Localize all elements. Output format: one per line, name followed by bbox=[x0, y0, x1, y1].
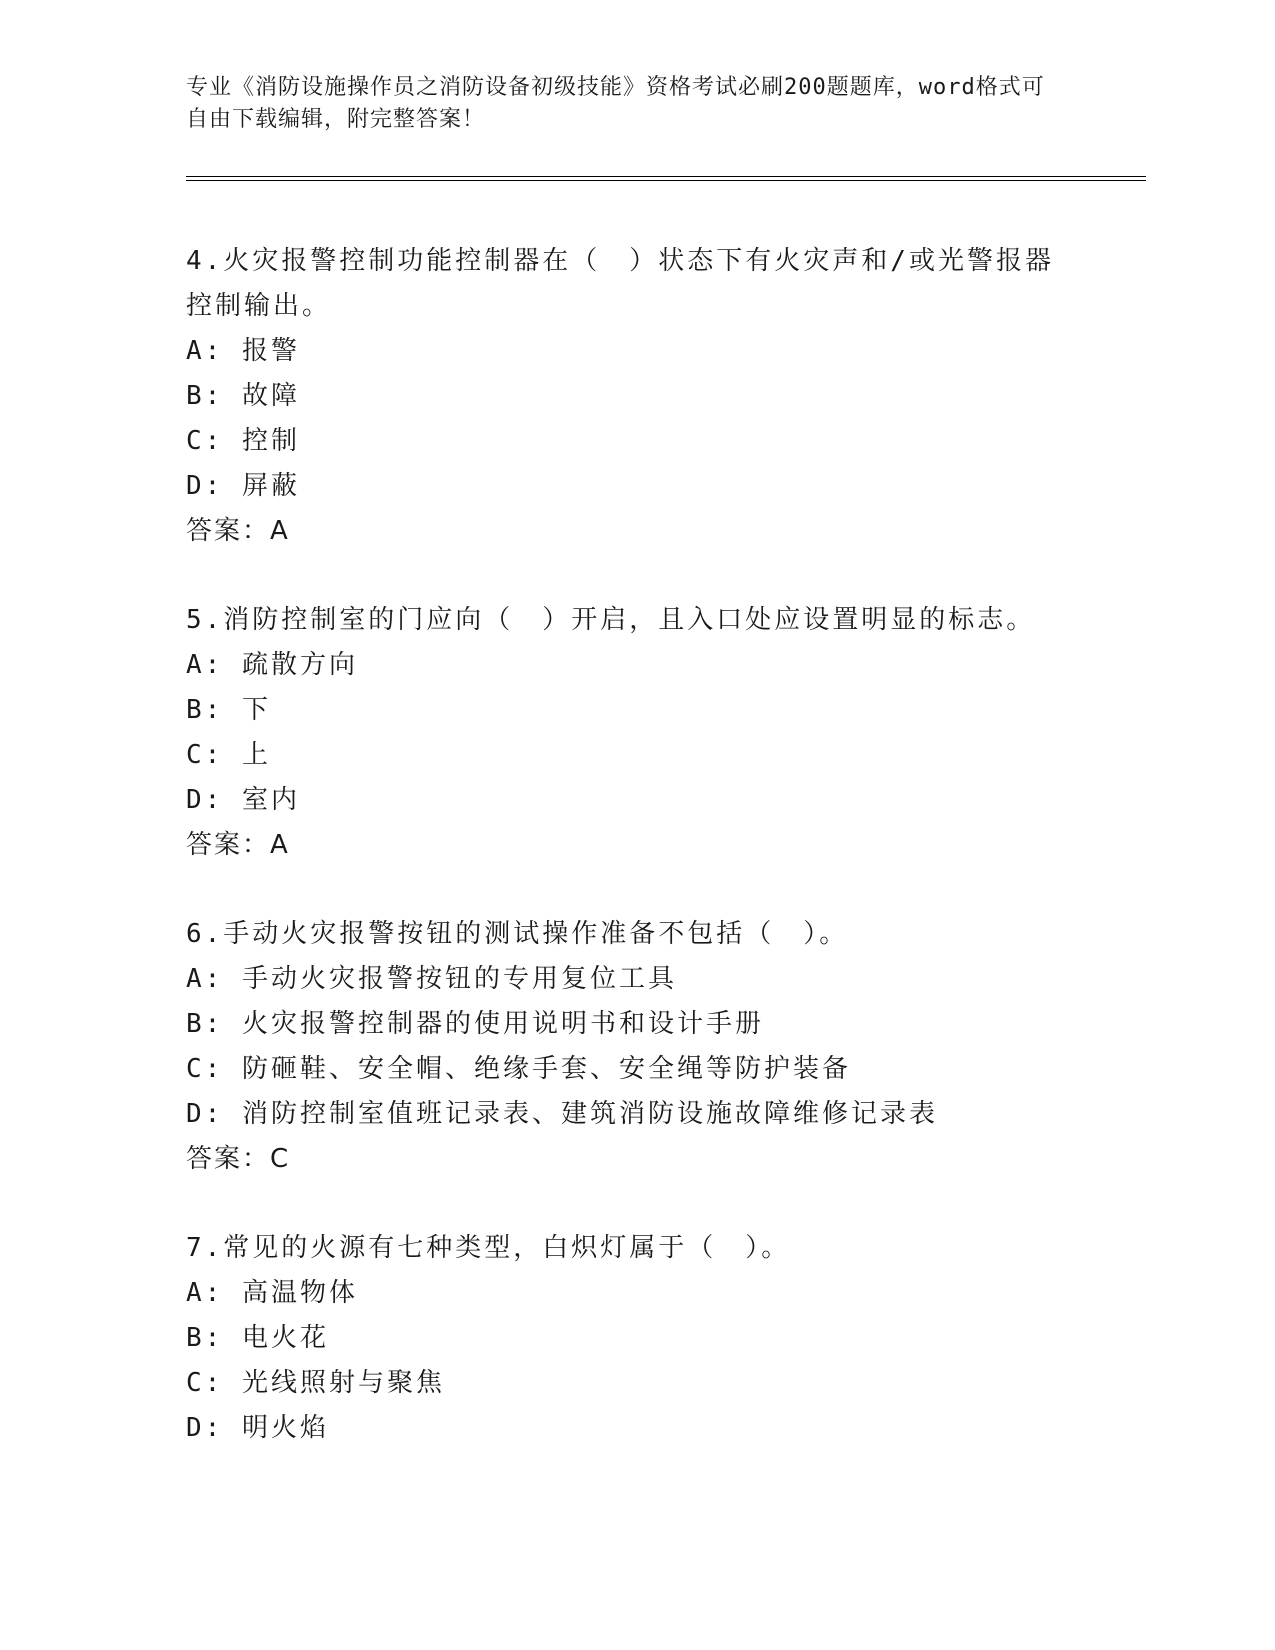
option-d: D: 消防控制室值班记录表、建筑消防设施故障维修记录表 bbox=[186, 1099, 938, 1129]
option-b: B: 火灾报警控制器的使用说明书和设计手册 bbox=[186, 1009, 764, 1039]
question-item bbox=[186, 239, 1146, 554]
option-b: B: 故障 bbox=[186, 381, 300, 411]
answer-line: 答案：C bbox=[186, 1144, 291, 1174]
option-a: A: 报警 bbox=[186, 336, 300, 366]
question-stem: 4.火灾报警控制功能控制器在（ ）状态下有火灾声和/或光警报器控制输出。 bbox=[186, 246, 1054, 321]
header-divider bbox=[186, 176, 1146, 181]
option-b: B: 下 bbox=[186, 695, 271, 725]
option-a: A: 高温物体 bbox=[186, 1278, 358, 1308]
option-a: A: 疏散方向 bbox=[186, 650, 358, 680]
option-c: C: 控制 bbox=[186, 426, 300, 456]
question-stem: 5.消防控制室的门应向（ ）开启，且入口处应设置明显的标志。 bbox=[186, 605, 1036, 635]
question-stem: 6.手动火灾报警按钮的测试操作准备不包括（ ）。 bbox=[186, 919, 849, 949]
option-d: D: 室内 bbox=[186, 785, 300, 815]
option-a: A: 手动火灾报警按钮的专用复位工具 bbox=[186, 964, 677, 994]
question-item bbox=[186, 598, 1146, 868]
option-d: D: 明火焰 bbox=[186, 1413, 329, 1443]
answer-line: 答案：A bbox=[186, 516, 290, 546]
question-list bbox=[186, 239, 1146, 1451]
question-item bbox=[186, 1226, 1146, 1451]
option-d: D: 屏蔽 bbox=[186, 471, 300, 501]
option-c: C: 上 bbox=[186, 740, 271, 770]
question-item bbox=[186, 912, 1146, 1182]
question-stem: 7.常见的火源有七种类型，白炽灯属于（ ）。 bbox=[186, 1233, 791, 1263]
answer-line: 答案：A bbox=[186, 830, 290, 860]
document-page bbox=[186, 72, 1146, 1495]
document-header-title: 专业《消防设施操作员之消防设备初级技能》资格考试必刷200题题库，word格式可自由下载编辑，附完整答案！ bbox=[186, 75, 1045, 132]
option-b: B: 电火花 bbox=[186, 1323, 329, 1353]
option-c: C: 防砸鞋、安全帽、绝缘手套、安全绳等防护装备 bbox=[186, 1054, 851, 1084]
option-c: C: 光线照射与聚焦 bbox=[186, 1368, 445, 1398]
